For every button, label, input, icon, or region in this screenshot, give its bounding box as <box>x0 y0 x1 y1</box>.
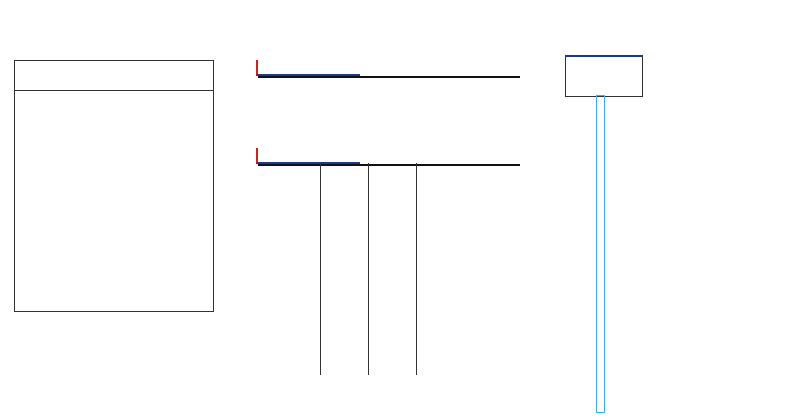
attendance-table <box>14 60 214 312</box>
boss-divider <box>416 163 417 375</box>
boss-mission-divider <box>258 164 520 166</box>
attendance-title <box>15 61 213 91</box>
progress-bar <box>596 95 605 413</box>
level-mission-title <box>256 60 360 76</box>
level-mission-divider <box>258 76 520 78</box>
boss-divider <box>368 163 369 375</box>
boss-mission-title <box>256 148 360 164</box>
challengers-title <box>565 55 643 97</box>
boss-divider <box>320 163 321 375</box>
